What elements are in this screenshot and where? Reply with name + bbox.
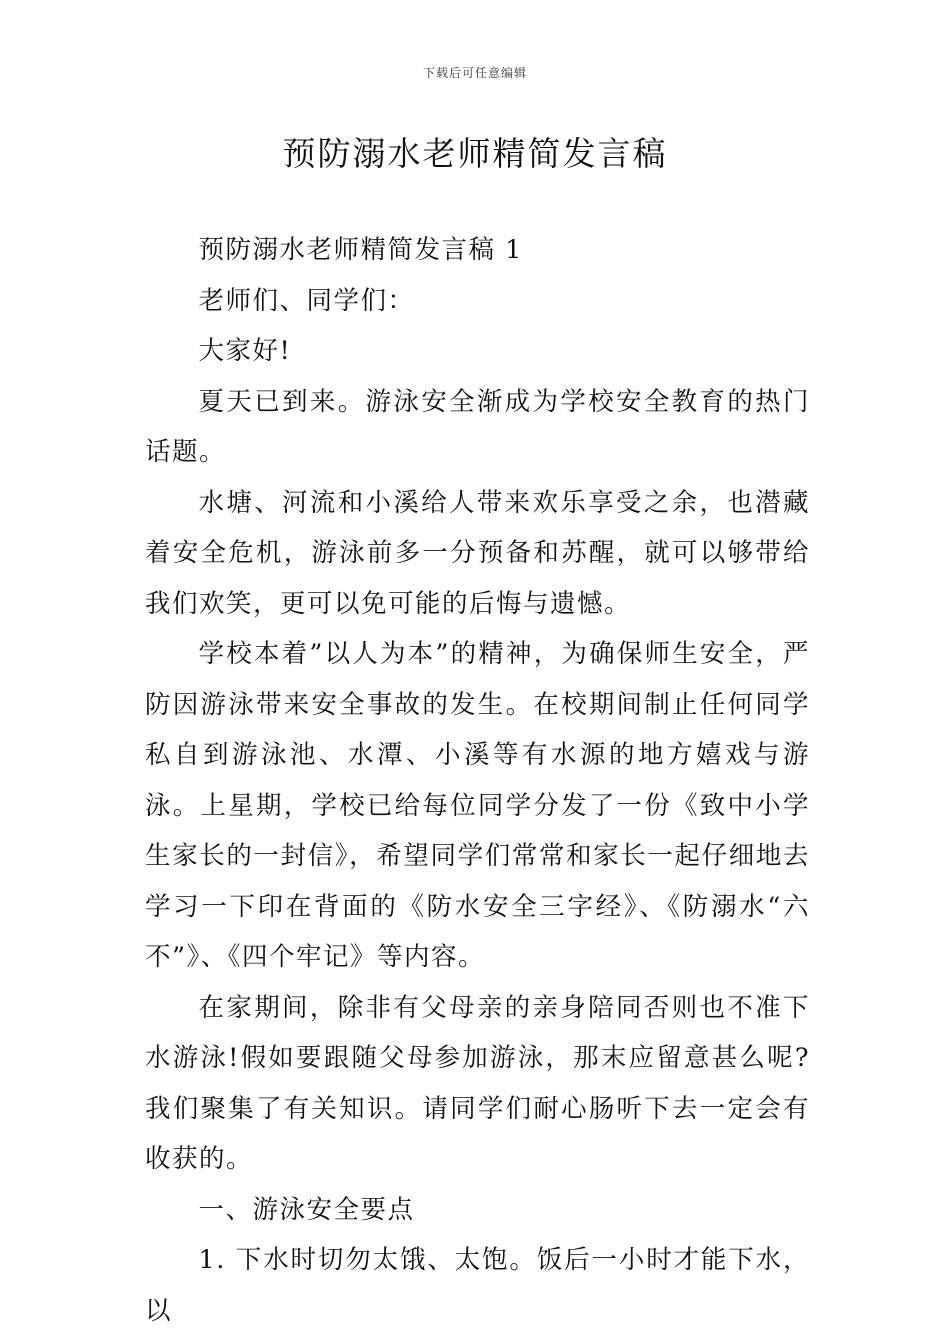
body-paragraph: 在家期间，除非有父母亲的亲身陪同否则也不准下水游泳!假如要跟随父母参加游泳，那末应留意甚么呢?我们聚集了有关知识。请同学们耐心肠听下去一定会有收获的。 — [145, 992, 810, 1174]
greeting-paragraph: 大家好! — [198, 336, 292, 366]
document-body — [145, 225, 810, 1336]
salutation-paragraph: 老师们、同学们： — [198, 285, 415, 316]
document-title: 预防溺水老师精简发言稿 — [282, 134, 668, 173]
section-heading: 一、游泳安全要点 — [198, 1194, 415, 1225]
header-note: 下载后可任意编辑 — [422, 66, 527, 80]
body-paragraph: 学校本着”以人为本”的精神，为确保师生安全，严防因游泳带来安全事故的发生。在校期间制止任何同学私自到游泳池、水潭、小溪等有水源的地方嬉戏与游泳。上星期，学校已给每位同学分发了一份《致中小学生家长的一封信》，希望同学们常常和家长一起仔细地去学习一下印在背面的《防水安全三字经》、《防溺水“六不”》、《四个牢记》等内容。 — [145, 639, 810, 972]
body-paragraph: 水塘、河流和小溪给人带来欢乐享受之余，也潜藏着安全危机，游泳前多一分预备和苏醒，就可以够带给我们欢笑，更可以免可能的后悔与遗憾。 — [145, 487, 810, 619]
body-paragraph: 夏天已到来。游泳安全渐成为学校安全教育的热门话题。 — [145, 386, 810, 467]
list-item: 1. 下水时切勿太饿、太饱。饭后一小时才能下水，以 — [145, 1245, 810, 1326]
subtitle-paragraph: 预防溺水老师精简发言稿 1 — [198, 235, 523, 265]
